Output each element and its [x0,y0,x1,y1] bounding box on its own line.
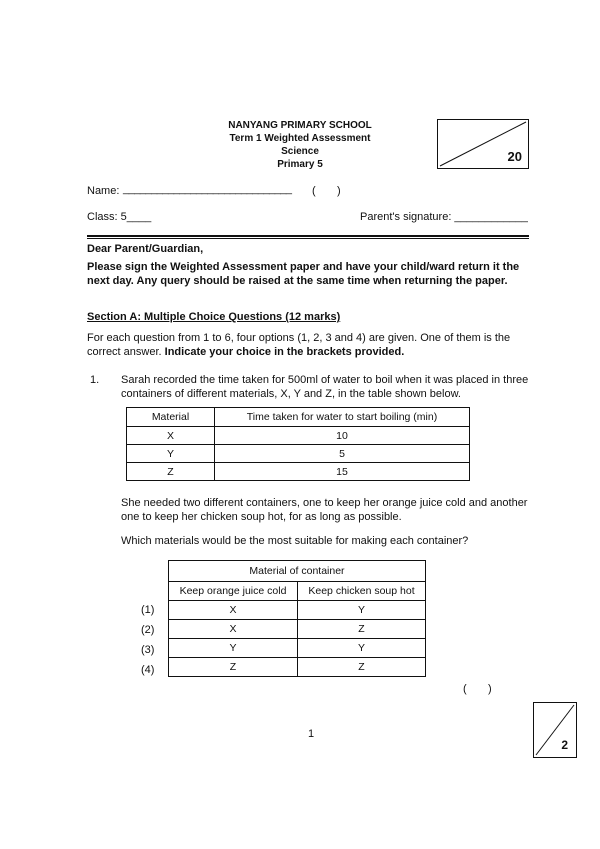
option-cold: Z [169,658,298,677]
option-hot: Z [298,620,426,639]
option-hot: Y [298,639,426,658]
name-field[interactable]: ______________________________ [123,183,292,195]
option-cold: X [169,620,298,639]
option-row [169,601,426,620]
question-context: She needed two different containers, one to keep her orange juice cold and another one to keep her chicken soup hot, for as long as possible. [121,497,528,523]
table-header: Material of container [169,561,426,582]
page-marks: 2 [561,738,568,752]
option-row [169,658,426,677]
option-cold: Y [169,639,298,658]
section-heading: Section A: Multiple Choice Questions (12 marks) [87,311,341,323]
option-hot: Y [298,601,426,620]
option-label: (4) [141,664,155,676]
options-table [168,560,426,677]
option-label: (2) [141,624,155,636]
table-row [127,463,470,481]
table-cell: 10 [215,427,470,445]
assessment-title: Term 1 Weighted Assessment [229,133,371,144]
table-cell: 5 [215,445,470,463]
table-row [127,445,470,463]
option-label: (1) [141,604,155,616]
instructions-text: For each question from 1 to 6, four options (1, 2, 3 and 4) are given. One of them is the correct answer. [87,332,511,358]
class-field[interactable]: Class: 5____ [87,211,152,223]
total-marks: 20 [507,149,522,164]
question-number: 1. [90,374,100,386]
subject-title: Science [281,146,319,157]
total-score-box [437,119,529,169]
level-title: Primary 5 [277,159,323,170]
table-cell: Z [127,463,215,481]
table-row [127,427,470,445]
question-prompt: Which materials would be the most suitable for making each container? [121,535,469,547]
salutation: Dear Parent/Guardian, [87,243,204,255]
option-row [169,639,426,658]
name-label: Name: [87,185,120,197]
option-label: (3) [141,644,155,656]
boiling-time-table [126,407,470,481]
school-name: NANYANG PRIMARY SCHOOL [228,120,372,131]
option-cold: X [169,601,298,620]
page-score-box [533,702,577,758]
page-number: 1 [308,728,315,740]
parent-signature-field[interactable]: Parent's signature: ____________ [360,211,528,223]
answer-brackets[interactable]: ( ) [463,683,492,695]
table-header: Keep orange juice cold [169,582,298,601]
index-number-field[interactable]: ( ) [312,185,341,197]
divider-line [87,238,529,239]
table-cell: Y [127,445,215,463]
table-cell: 15 [215,463,470,481]
instructions-emphasis: Indicate your choice in the brackets provided. [164,346,405,358]
diagonal-line-icon [534,703,576,757]
table-header: Time taken for water to start boiling (min) [215,408,470,427]
section-instructions [87,331,533,359]
table-header: Material [127,408,215,427]
question-stem: Sarah recorded the time taken for 500ml of water to boil when it was placed in three containers of different materials, X, Y and Z, in the table shown below. [121,374,529,400]
letter-body: Please sign the Weighted Assessment paper and have your child/ward return it the next day. Any query should be raised at the same time when returning the paper. [87,261,520,287]
table-header: Keep chicken soup hot [298,582,426,601]
table-cell: X [127,427,215,445]
divider-line [87,235,529,237]
option-row [169,620,426,639]
option-hot: Z [298,658,426,677]
